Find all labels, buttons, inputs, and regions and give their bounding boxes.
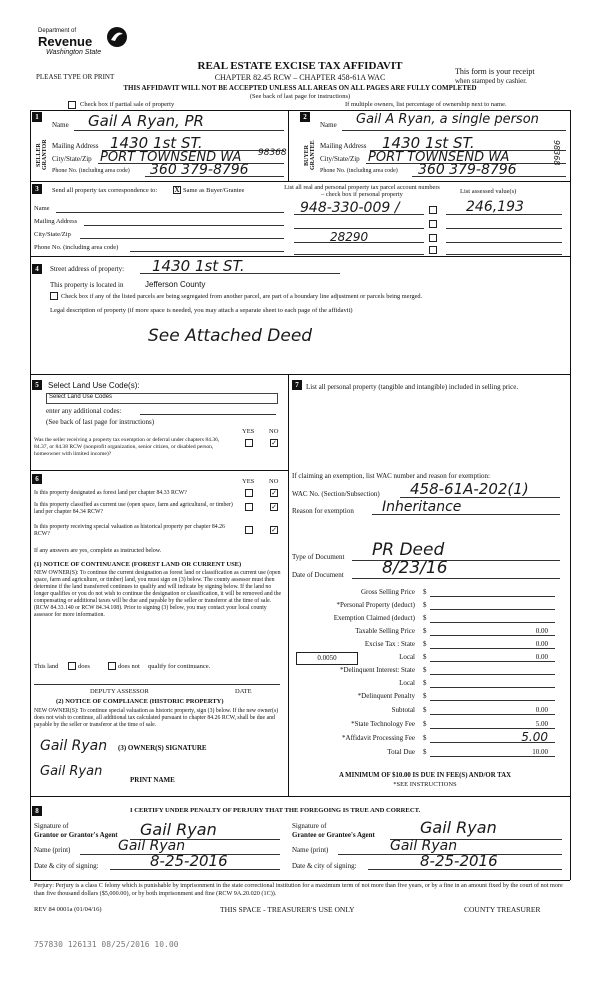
seller-city-label: City/State/Zip bbox=[52, 155, 92, 163]
located-in-label: This property is located in bbox=[50, 281, 124, 289]
located-in-value[interactable]: Jefferson County bbox=[145, 280, 206, 289]
taxable-dollar: $ bbox=[423, 627, 427, 635]
exemption-claim-label: If claiming an exemption, list WAC number and reason for exemption: bbox=[292, 472, 490, 480]
taxable-selling-row bbox=[290, 627, 560, 637]
street-address-label: Street address of property: bbox=[50, 265, 125, 273]
doc-date-label: Date of Document bbox=[292, 571, 344, 579]
seller-phone-value[interactable]: 360 379-8796 bbox=[150, 162, 249, 178]
treasurer-space: THIS SPACE - TREASURER'S USE ONLY bbox=[220, 905, 355, 914]
grantor-signature[interactable]: Gail Ryan bbox=[140, 820, 217, 839]
current-use-yes-checkbox[interactable] bbox=[245, 503, 253, 511]
doc-date-value[interactable]: 8/23/16 bbox=[382, 558, 448, 578]
section-4-number: 4 bbox=[32, 264, 42, 274]
section-1-number: 1 bbox=[32, 112, 42, 122]
seller-mailing-value[interactable]: 1430 1st ST. bbox=[110, 134, 203, 152]
delinquent-local-label: Local bbox=[399, 679, 415, 687]
grantee-signature[interactable]: Gail Ryan bbox=[420, 818, 497, 837]
grantee-date-value[interactable]: 8-25-2016 bbox=[420, 852, 498, 870]
gross-selling-label: Gross Selling Price bbox=[360, 588, 415, 596]
buyer-mailing-value[interactable]: 1430 1st ST. bbox=[382, 134, 475, 152]
delinquent-state-row bbox=[290, 666, 560, 676]
section5-no-header: NO bbox=[269, 428, 279, 435]
type-or-print: PLEASE TYPE OR PRINT bbox=[36, 73, 115, 81]
owner-signature-label: (3) OWNER(S) SIGNATURE bbox=[118, 744, 207, 752]
continuance-text: NEW OWNER(S): To continue the current designation as forest land or classification as current use (open space, farm and agriculture, or timber) land, you must sign on (3) below. The county assessor must then determine if the land transferred continues to qualify and will indicate by signing below. If the land no longer qualifies or you do not wish to continue the designation or classification, it will be removed and the compensating or additional taxes will be due and payable by the seller or transferor at the time of sale. (RCW 84.33.140 or RCW 84.34.108). Prior to signing (3) below, you may contact your local county assessor for more information. bbox=[34, 570, 282, 618]
taxable-selling-value[interactable]: 0.00 bbox=[535, 627, 548, 635]
section6-yes-header: YES bbox=[242, 478, 255, 485]
delinquent-penalty-label: *Delinquent Penalty bbox=[357, 692, 415, 700]
land-use-select[interactable] bbox=[46, 393, 278, 404]
does-checkbox[interactable] bbox=[68, 662, 76, 670]
see-back-note: (See back of last page for instructions) bbox=[249, 93, 351, 100]
certify-statement: I CERTIFY UNDER PENALTY OF PERJURY THAT THE FOREGOING IS TRUE AND CORRECT. bbox=[130, 807, 421, 814]
forest-land-question: Is this property designated as forest land per chapter 84.33 RCW? bbox=[34, 490, 187, 496]
perjury-note: Perjury: Perjury is a class C felony which is punishable by imprisonment in the state correctional institution for a maximum term of not more than five years, or by a fine in an amount fixed by the court of not more than five thousand dollars ($5,000.00), or by both imprisonment and fine (RCW 9A.20.020 (1C)). bbox=[34, 882, 563, 897]
owner-signature-scribble[interactable]: Gail Ryan bbox=[40, 738, 108, 754]
does-not-checkbox[interactable] bbox=[108, 662, 116, 670]
personal-property-label: List all personal property (tangible and intangible) included in selling price. bbox=[306, 383, 519, 391]
tech-fee-label: *State Technology Fee bbox=[351, 720, 415, 728]
multiple-owners-note: If multiple owners, list percentage of ownership next to name. bbox=[345, 101, 507, 108]
grantor-sig-label-1: Signature of bbox=[34, 822, 69, 830]
print-name-scribble[interactable]: Gail Ryan bbox=[40, 764, 103, 779]
personal-dollar: $ bbox=[423, 601, 427, 609]
grantor-name-print[interactable]: Gail Ryan bbox=[118, 838, 186, 854]
correspondence-phone-label: Phone No. (including area code) bbox=[34, 244, 119, 251]
wac-label: WAC No. (Section/Subsection) bbox=[292, 490, 380, 498]
county-treasurer: COUNTY TREASURER bbox=[464, 905, 541, 914]
section-6-number: 6 bbox=[32, 474, 42, 484]
grantee-sig-label-1: Signature of bbox=[292, 822, 327, 830]
delinquent-local-dollar: $ bbox=[423, 679, 427, 687]
subtotal-row bbox=[290, 706, 560, 716]
tech-fee-value[interactable]: 5.00 bbox=[535, 720, 548, 728]
print-name-label: PRINT NAME bbox=[130, 776, 175, 784]
deputy-assessor-label: DEPUTY ASSESSOR bbox=[90, 688, 149, 695]
local-rate-value: 0.0050 bbox=[317, 654, 337, 662]
affidavit-fee-label: *Affidavit Processing Fee bbox=[342, 734, 415, 742]
wac-value[interactable]: 458-61A-202(1) bbox=[410, 480, 529, 498]
historic-no-checkbox[interactable]: ✓ bbox=[271, 526, 277, 534]
forest-yes-checkbox[interactable] bbox=[245, 489, 253, 497]
see-instructions-note: *SEE INSTRUCTIONS bbox=[393, 781, 457, 788]
grantee-sig-label-2: Grantee or Grantee's Agent bbox=[292, 831, 375, 839]
delinquent-penalty-row bbox=[290, 692, 560, 702]
exemption-dollar: $ bbox=[423, 614, 427, 622]
exemption-claimed-row bbox=[290, 614, 560, 624]
logo-mark-icon bbox=[106, 26, 128, 48]
send-correspondence-label: Send all property tax correspondence to: bbox=[52, 187, 158, 194]
excise-local-dollar: $ bbox=[423, 653, 427, 661]
does-label: does bbox=[78, 663, 90, 670]
excise-local-value[interactable]: 0.00 bbox=[535, 653, 548, 661]
exemption-question: Was the seller receiving a property tax exemption or deferral under chapters 84.36, 84.37, or 84.38 RCW (nonprofit organization, senior citizen, or disabled person, homeowner with limited income)? bbox=[34, 437, 220, 457]
form-title: REAL ESTATE EXCISE TAX AFFIDAVIT bbox=[197, 60, 403, 72]
affidavit-fee-row bbox=[290, 730, 560, 744]
seller-name-value[interactable]: Gail A Ryan, PR bbox=[88, 112, 204, 130]
this-land-label: This land bbox=[34, 663, 59, 670]
grantee-name-print[interactable]: Gail Ryan bbox=[390, 838, 458, 854]
partial-sale-label: Check box if partial sale of property bbox=[80, 101, 175, 108]
buyer-city-value[interactable]: PORT TOWNSEND WA bbox=[368, 150, 510, 165]
section-3-number: 3 bbox=[32, 184, 42, 194]
section-8-number: 8 bbox=[32, 806, 42, 816]
buyer-zip-value[interactable]: 98368 bbox=[552, 140, 561, 166]
subtotal-dollar: $ bbox=[423, 706, 427, 714]
grantor-sig-label-2: Grantor or Grantor's Agent bbox=[34, 831, 118, 839]
buyer-side-label: BUYER GRANTEE bbox=[304, 140, 316, 170]
buyer-phone-label: Phone No. (including area code) bbox=[320, 168, 398, 174]
reason-label: Reason for exemption bbox=[292, 507, 354, 515]
exemption-no-checkbox[interactable]: ✓ bbox=[271, 439, 277, 447]
affidavit-fee-dollar: $ bbox=[423, 734, 427, 742]
excise-local-label: Local bbox=[399, 653, 415, 661]
buyer-city-label: City/State/Zip bbox=[320, 155, 360, 163]
total-due-dollar: $ bbox=[423, 748, 427, 756]
forest-no-checkbox[interactable]: ✓ bbox=[271, 489, 277, 497]
excise-state-value[interactable]: 0.00 bbox=[535, 640, 548, 648]
logo-name: Revenue bbox=[38, 34, 93, 49]
segregated-checkbox[interactable] bbox=[50, 292, 58, 300]
parcel-3-checkbox[interactable] bbox=[429, 234, 437, 242]
street-address-value[interactable]: 1430 1st ST. bbox=[152, 257, 245, 275]
logo-state: Washington State bbox=[46, 49, 102, 56]
correspondence-mailing-label: Mailing Address bbox=[34, 218, 78, 225]
section-2-number: 2 bbox=[300, 112, 310, 122]
form-chapter: CHAPTER 82.45 RCW – CHAPTER 458-61A WAC bbox=[214, 73, 386, 82]
seller-mailing-label: Mailing Address bbox=[52, 142, 99, 150]
buyer-name-label: Name bbox=[320, 121, 337, 129]
seller-name-label: Name bbox=[52, 121, 69, 129]
section5-see-back: (See back of last page for instructions) bbox=[46, 418, 155, 426]
tech-fee-row bbox=[290, 720, 560, 730]
legal-description-value[interactable]: See Attached Deed bbox=[148, 326, 313, 346]
delinquent-penalty-dollar: $ bbox=[423, 692, 427, 700]
current-use-no-checkbox[interactable]: ✓ bbox=[271, 503, 277, 511]
delinquent-local-row bbox=[290, 679, 560, 689]
seller-city-value[interactable]: PORT TOWNSEND WA bbox=[100, 150, 242, 165]
compliance-text: NEW OWNER(S): To continue special valuation as historic property, sign (3) below. If the new owner(s) does not wish to continue, all additional tax calculated pursuant to chapter 84.26 RCW, shall be due and payable by the seller or transferor at the time of sale. bbox=[34, 708, 279, 728]
receipt-note-2: when stamped by cashier. bbox=[455, 77, 527, 85]
total-due-value[interactable]: 10.00 bbox=[532, 748, 548, 756]
excise-local-row bbox=[290, 653, 560, 663]
buyer-name-value[interactable]: Gail A Ryan, a single person bbox=[356, 112, 539, 127]
section-5-number: 5 bbox=[32, 380, 42, 390]
assessed-1-value[interactable]: 246,193 bbox=[466, 199, 524, 215]
compliance-title: (2) NOTICE OF COMPLIANCE (HISTORIC PROPERTY) bbox=[56, 698, 224, 705]
total-due-row bbox=[290, 748, 560, 758]
buyer-mailing-label: Mailing Address bbox=[320, 142, 367, 150]
parcel-2-checkbox[interactable] bbox=[429, 220, 437, 228]
segregated-label: Check box if any of the listed parcels are being segregated from another parcel, are part of a boundary line adjustment or parcels being merged. bbox=[61, 293, 423, 300]
continuance-title: (1) NOTICE OF CONTINUANCE (FOREST LAND OR CURRENT USE) bbox=[34, 561, 242, 568]
qualify-label: qualify for continuance. bbox=[148, 663, 211, 670]
taxable-selling-label: Taxable Selling Price bbox=[355, 627, 415, 635]
grantor-date-label: Date & city of signing: bbox=[34, 862, 99, 870]
section-7-number: 7 bbox=[292, 380, 302, 390]
personal-property-row bbox=[290, 601, 560, 611]
receipt-note-1: This form is your receipt bbox=[455, 67, 535, 76]
land-use-label: Select Land Use Code(s): bbox=[48, 381, 140, 390]
historic-yes-checkbox[interactable] bbox=[245, 526, 253, 534]
total-due-label: Total Due bbox=[387, 748, 415, 756]
cashier-stamp: 757830 126131 08/25/2016 10.00 bbox=[34, 940, 179, 949]
current-use-question: Is this property classified as current use (open space, farm and agricultural, or timber) land per chapter 84.34 RCW? bbox=[34, 502, 233, 515]
excise-state-label: Excise Tax : State bbox=[364, 640, 415, 648]
seller-side-label: SELLER GRANTOR bbox=[36, 139, 48, 171]
delinquent-state-label: *Delinquent Interest: State bbox=[339, 666, 415, 674]
parcel-1-value[interactable]: 948-330-009 / bbox=[300, 200, 400, 216]
doc-type-value[interactable]: PR Deed bbox=[372, 540, 445, 560]
grantor-date-value[interactable]: 8-25-2016 bbox=[150, 852, 228, 870]
subtotal-value[interactable]: 0.00 bbox=[535, 706, 548, 714]
section5-yes-header: YES bbox=[242, 428, 255, 435]
reason-value[interactable]: Inheritance bbox=[382, 499, 462, 515]
partial-sale-checkbox[interactable] bbox=[68, 101, 76, 109]
additional-codes-label: enter any additional codes: bbox=[46, 407, 122, 415]
doc-type-label: Type of Document bbox=[292, 553, 345, 561]
subtotal-label: Subtotal bbox=[391, 706, 415, 714]
form-warning: THIS AFFIDAVIT WILL NOT BE ACCEPTED UNLESS ALL AREAS ON ALL PAGES ARE FULLY COMPLETED bbox=[123, 84, 477, 92]
buyer-phone-value[interactable]: 360 379-8796 bbox=[418, 162, 517, 178]
seller-zip-value[interactable]: 98368 bbox=[258, 148, 287, 158]
tech-fee-dollar: $ bbox=[423, 720, 427, 728]
parcel-4-checkbox[interactable] bbox=[429, 246, 437, 254]
historic-question: Is this property receiving special valuation as historical property per chapter 84.26 RCW? bbox=[34, 524, 225, 537]
parcel-1-checkbox[interactable] bbox=[429, 206, 437, 214]
minimum-fee-note: A MINIMUM OF $10.00 IS DUE IN FEE(S) AND/OR TAX bbox=[338, 772, 512, 779]
if-yes-note: If any answers are yes, complete as instructed below. bbox=[34, 548, 162, 554]
grantee-name-print-label: Name (print) bbox=[292, 846, 329, 854]
assessed-header: List assessed value(s) bbox=[460, 188, 517, 195]
affidavit-fee-value[interactable]: 5.00 bbox=[521, 730, 548, 744]
delinquent-state-dollar: $ bbox=[423, 666, 427, 674]
rev-number: REV 84 0001a (01/04/16) bbox=[34, 906, 102, 913]
excise-state-dollar: $ bbox=[423, 640, 427, 648]
same-as-buyer-label: Same as Buyer/Grantee bbox=[183, 187, 245, 194]
section6-no-header: NO bbox=[269, 478, 279, 485]
correspondence-name-label: Name bbox=[34, 205, 50, 212]
exemption-yes-checkbox[interactable] bbox=[245, 439, 253, 447]
does-not-label: does not bbox=[118, 663, 140, 670]
seller-phone-label: Phone No. (including area code) bbox=[52, 168, 130, 174]
gross-dollar: $ bbox=[423, 588, 427, 596]
same-as-buyer-checkbox[interactable]: X bbox=[174, 186, 180, 194]
grantor-name-print-label: Name (print) bbox=[34, 846, 71, 854]
parcel-2-value[interactable]: 28290 bbox=[330, 230, 369, 244]
revenue-logo bbox=[38, 28, 128, 68]
parcel-header: List all real and personal property tax parcel account numbers – check box if personal property bbox=[284, 184, 440, 198]
date-label: DATE bbox=[235, 688, 252, 695]
excise-state-row bbox=[290, 640, 560, 650]
logo-dept: Department of bbox=[38, 28, 77, 34]
grantee-date-label: Date & city of signing: bbox=[292, 862, 357, 870]
land-use-select-value: Select Land Use Codes bbox=[49, 394, 113, 400]
correspondence-city-label: City/State/Zip bbox=[34, 231, 71, 238]
gross-selling-row bbox=[290, 588, 560, 598]
personal-property-fee-label: *Personal Property (deduct) bbox=[336, 601, 415, 609]
exemption-claimed-label: Exemption Claimed (deduct) bbox=[333, 614, 415, 622]
legal-description-label: Legal description of property (if more space is needed, you may attach a separate sheet to each page of the affidavit) bbox=[50, 307, 353, 314]
